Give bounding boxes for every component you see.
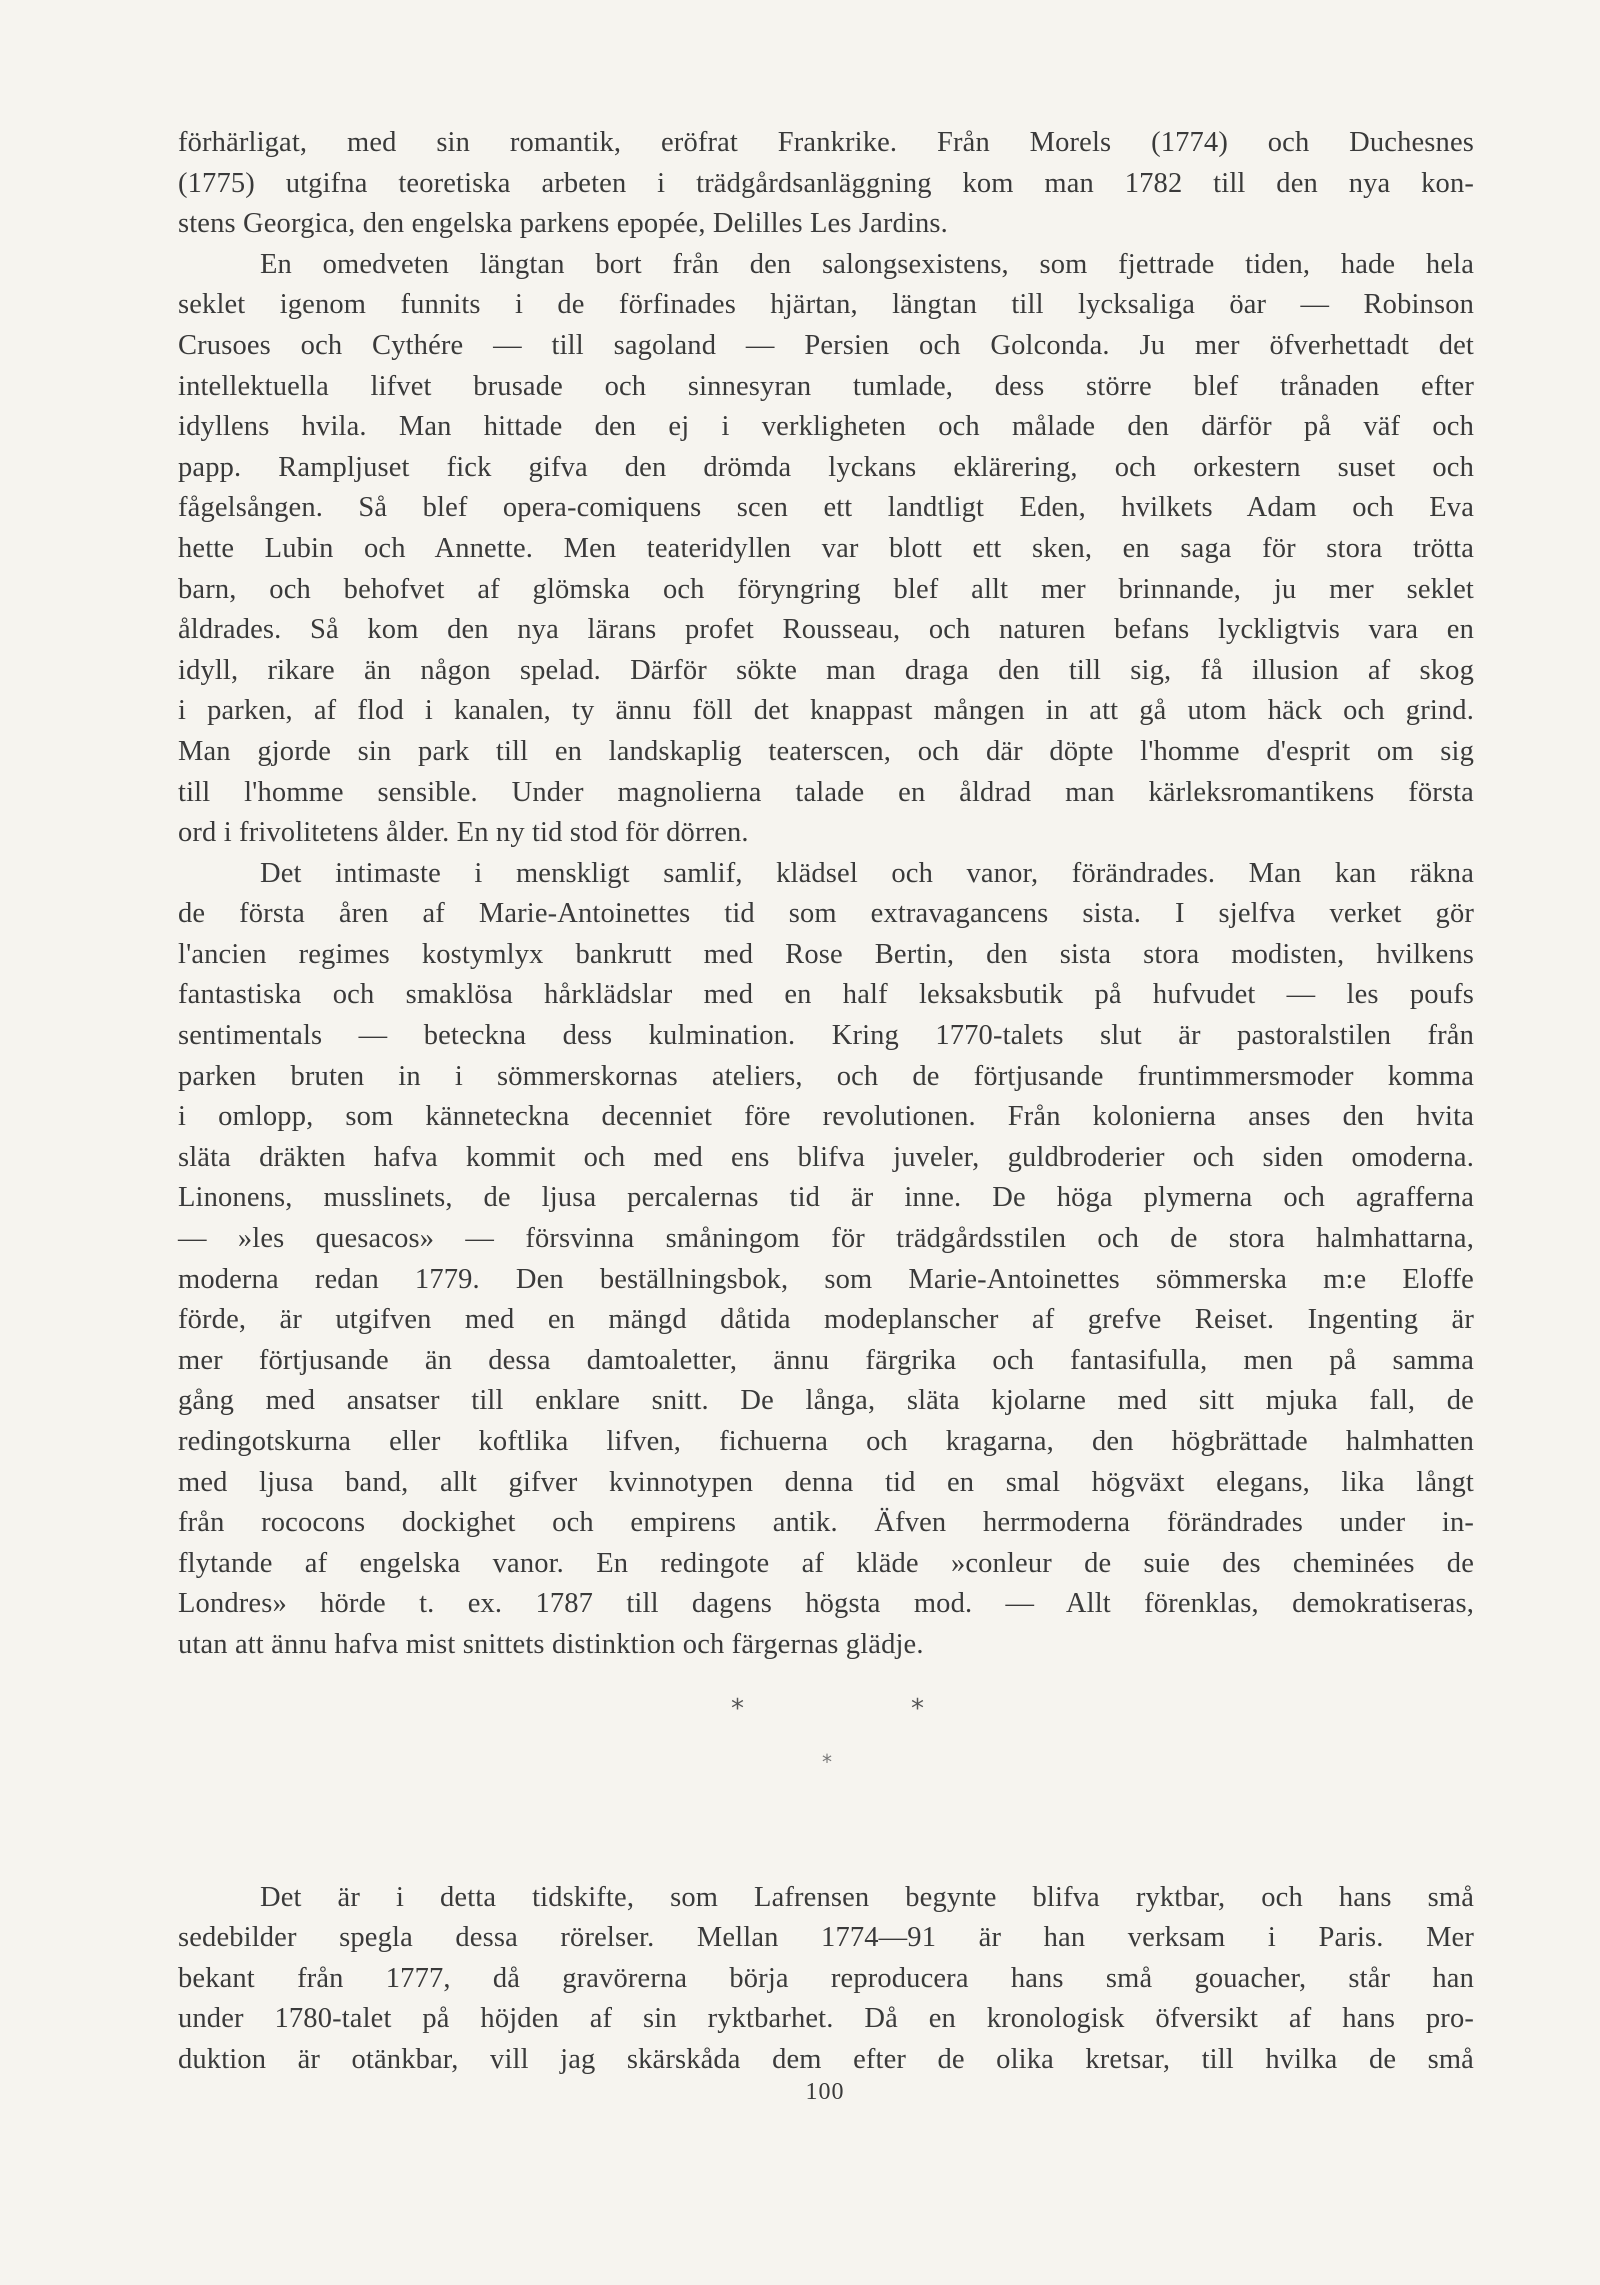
text-line: förhärligat, med sin romantik, eröfrat Frankrike. Från Morels (1774) och Duchesnes [178, 127, 1474, 158]
text-line: — »les quesacos» — försvinna småningom för trädgårdsstilen och de stora halmhattarna, [178, 1223, 1474, 1255]
text-line: till l'homme sensible. Under magnolierna talade en åldrad man kärleksromantikens första [178, 776, 1474, 808]
page-body [178, 123, 1474, 2081]
text-line: duktion är otänkbar, vill jag skärskåda dem efter de olika kretsar, till hvilka de små [178, 2043, 1474, 2075]
section-separator [178, 1666, 1474, 1878]
text-line: mer förtjusande än dessa damtoaletter, ännu färgrika och fantasifulla, men på samma [178, 1344, 1474, 1376]
text-line: Linonens, musslinets, de ljusa percalernas tid är inne. De höga plymerna och agrafferna [178, 1182, 1474, 1214]
text-line: utan att ännu hafva mist snittets distinktion och färgernas glädje. [178, 1628, 924, 1660]
text-line: Londres» hörde t. ex. 1787 till dagens högsta mod. — Allt förenklas, demokratiseras, [178, 1588, 1474, 1620]
text-line: idyll, rikare än någon spelad. Därför sökte man draga den till sig, få illusion af skog [178, 654, 1474, 686]
text-line: seklet igenom funnits i de förfinades hjärtan, längtan till lycksaliga öar — Robinson [178, 289, 1474, 321]
text-line: gång med ansatser till enklare snitt. De långa, släta kjolarne med sitt mjuka fall, de [178, 1385, 1474, 1417]
text-line: de första åren af Marie-Antoinettes tid som extravagancens sista. I sjelfva verket gör [178, 898, 1474, 930]
text-line: Crusoes och Cythére — till sagoland — Persien och Golconda. Ju mer öfverhettadt det [178, 329, 1474, 361]
text-line: idyllens hvila. Man hittade den ej i verkligheten och målade den därför på väf och [178, 411, 1474, 443]
text-line: åldrades. Så kom den nya lärans profet Rousseau, och naturen befans lyckligtvis vara en [178, 614, 1474, 646]
text-line: Det är i detta tidskifte, som Lafrensen begynte blifva ryktbar, och hans små [260, 1881, 1474, 1913]
page-number: 100 [805, 2079, 845, 2105]
text-line: i parken, af flod i kanalen, ty ännu föll det knappast mången in att gå utom häck och grind. [178, 695, 1474, 727]
paragraph-2 [178, 245, 1474, 854]
text-line: under 1780-talet på höjden af sin ryktbarhet. Då en kronologisk öfversikt af hans pro- [178, 2003, 1474, 2035]
text-line: fantastiska och smaklösa hårklädslar med en half leksaksbutik på hufvudet — les poufs [178, 979, 1474, 1011]
text-line: i omlopp, som känneteckna decenniet före revolutionen. Från kolonierna anses den hvita [178, 1101, 1474, 1133]
text-line: Man gjorde sin park till en landskaplig teaterscen, och där döpte l'homme d'esprit om sig [178, 735, 1474, 767]
text-line: sedebilder spegla dessa rörelser. Mellan 1774—91 är han verksam i Paris. Mer [178, 1922, 1474, 1954]
text-line: stens Georgica, den engelska parkens epopée, Delilles Les Jardins. [178, 208, 948, 240]
text-line: bekant från 1777, då gravörerna börja reproducera hans små gouacher, står han [178, 1962, 1474, 1994]
asterisk-ornament: * [911, 1693, 924, 1724]
text-line: släta dräkten hafva kommit och med ens blifva juveler, guldbroderier och siden omoderna. [178, 1141, 1474, 1173]
text-line: redingotskurna eller koftlika lifven, fichuerna och kragarna, den högbrättade halmhatten [178, 1426, 1474, 1457]
text-line: barn, och behofvet af glömska och föryngring blef allt mer brinnande, ju mer seklet [178, 573, 1474, 605]
text-line: flytande af engelska vanor. En redingote af kläde »conleur de suie des cheminées de [178, 1547, 1474, 1579]
text-line: intellektuella lifvet brusade och sinnesyran tumlade, dess större blef trånaden efter [178, 370, 1474, 402]
paragraph-1 [178, 123, 1474, 245]
text-line: hette Lubin och Annette. Men teateridyllen var blott ett sken, en saga för stora trötta [178, 532, 1474, 564]
text-line: fågelsången. Så blef opera-comiquens scen ett landtligt Eden, hvilkets Adam och Eva [178, 492, 1474, 524]
text-line: med ljusa band, allt gifver kvinnotypen denna tid en smal högväxt elegans, lika långt [178, 1466, 1474, 1498]
text-line: Det intimaste i menskligt samlif, klädsel och vanor, förändrades. Man kan räkna [260, 857, 1474, 889]
text-line: moderna redan 1779. Den beställningsbok, som Marie-Antoinettes sömmerska m:e Eloffe [178, 1263, 1474, 1295]
text-line: parken bruten in i sömmerskornas ateliers, och de förtjusande fruntimmersmoder komma [178, 1060, 1474, 1092]
text-line: ord i frivolitetens ålder. En ny tid stod för dörren. [178, 817, 749, 849]
asterisk-ornament: * [731, 1693, 744, 1724]
paragraph-3 [178, 854, 1474, 1666]
text-line: papp. Rampljuset fick gifva den drömda lyckans eklärering, och orkestern suset och [178, 451, 1474, 483]
paragraph-4 [178, 1878, 1474, 2081]
text-line: (1775) utgifna teoretiska arbeten i trädgårdsanläggning kom man 1782 till den nya kon- [178, 167, 1474, 199]
text-line: sentimentals — beteckna dess kulmination. Kring 1770-talets slut är pastoralstilen från [178, 1020, 1474, 1052]
text-line: från rococons dockighet och empirens antik. Äfven herrmoderna förändrades under in- [178, 1507, 1474, 1539]
asterisk-ornament: * [822, 1749, 832, 1774]
text-line: l'ancien regimes kostymlyx bankrutt med Rose Bertin, den sista stora modisten, hvilkens [178, 938, 1474, 970]
text-line: En omedveten längtan bort från den salongsexistens, som fjettrade tiden, hade hela [260, 248, 1474, 280]
text-line: förde, är utgifven med en mängd dåtida modeplanscher af grefve Reiset. Ingenting är [178, 1304, 1474, 1336]
